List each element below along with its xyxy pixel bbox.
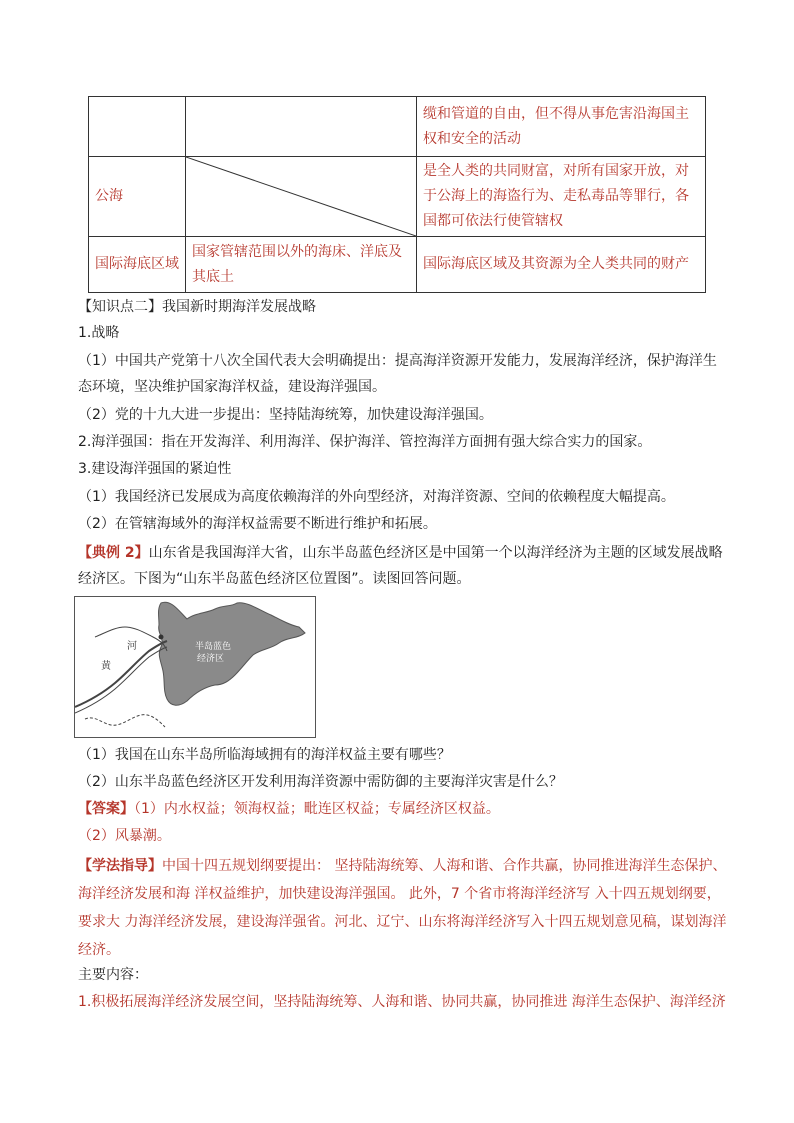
paragraph: （1）中国共产党第十八次全国代表大会明确提出：提高海洋资源开发能力，发展海洋经济，保护海洋生态环境，坚决维护国家海洋权益，建设海洋强国。 (78, 353, 717, 395)
zone-name-cell (89, 97, 186, 157)
example-intro (78, 540, 728, 592)
example-label: 【典例 2】 (78, 545, 149, 561)
paragraph: （2）党的十九大进一步提出：坚持陆海统筹，加快建设海洋强国。 (78, 407, 493, 423)
paragraph: （2）在管辖海域外的海洋权益需要不断进行维护和拓展。 (78, 516, 437, 532)
heading-urgency: 3.建设海洋强国的紧迫性 (78, 461, 232, 477)
heading-strategy: 1.战略 (78, 325, 120, 341)
table-row (89, 237, 706, 293)
answer (78, 798, 728, 820)
zone-range-cell-empty (186, 157, 417, 237)
map-figure (75, 597, 315, 737)
zone-label: 半岛蓝色 (195, 642, 232, 652)
zone-name-cell: 公海 (89, 157, 186, 237)
paragraph: （1）我国经济已发展成为高度依赖海洋的外向型经济，对海洋资源、空间的依赖程度大幅提高。 (78, 489, 675, 505)
study-guide (78, 852, 728, 964)
table-row (89, 97, 706, 157)
zone-range-cell (186, 97, 417, 157)
maritime-zones-table (88, 96, 706, 293)
question: （1）我国在山东半岛所临海域拥有的海洋权益主要有哪些？ (78, 747, 451, 763)
answer-text: （2）风暴潮。 (78, 828, 171, 844)
guide-text: 中国十四五规划纲要提出： 坚持陆海统筹、人海和谐、合作共赢，协同推进海洋生态保护、海洋经济发展和海 洋权益维护，加快建设海洋强国。 此外，7 个省市将海洋经济写 入十四五规划纲要，要求大 力海洋经济发展，建设海洋强省。河北、辽宁、山东将海洋经济写入十四五规划意见稿，谋划海洋经济。 (78, 858, 727, 958)
river-label: 黄 (101, 661, 111, 672)
diagonal-line (186, 157, 416, 236)
guide-label: 【学法指导】 (78, 858, 162, 874)
zone-name-cell: 国际海底区域 (89, 237, 186, 293)
section-title: 【知识点二】我国新时期海洋发展战略 (78, 299, 316, 315)
shandong-map (74, 596, 316, 738)
table-row (89, 157, 706, 237)
main-content-title: 主要内容： (78, 967, 148, 983)
question: （2）山东半岛蓝色经济区开发利用海洋资源中需防御的主要海洋灾害是什么？ (78, 774, 563, 790)
answer-label: 【答案】 (78, 801, 134, 817)
zone-label: 经济区 (197, 654, 225, 664)
river-label: 河 (127, 641, 137, 652)
zone-range-cell: 国家管辖范围以外的海床、洋底及其底土 (186, 237, 417, 293)
example-text: 山东省是我国海洋大省，山东半岛蓝色经济区是中国第一个以海洋经济为主题的区域发展战略经济区。下图为“山东半岛蓝色经济区位置图”。读图回答问题。 (78, 545, 723, 587)
answer-text: （1）内水权益；领海权益；毗连区权益；专属经济区权益。 (134, 801, 500, 817)
content-item: 1.积极拓展海洋经济发展空间，坚持陆海统筹、人海和谐、协同共赢，协同推进 海洋生态保护、海洋经济 (78, 994, 726, 1010)
zone-rights-cell: 国际海底区域及其资源为全人类共同的财产 (417, 237, 706, 293)
city-dot (159, 635, 164, 640)
heading-maritime-power: 2.海洋强国：指在开发海洋、利用海洋、保护海洋、管控海洋方面拥有强大综合实力的国家。 (78, 434, 652, 450)
zone-rights-cell: 是全人类的共同财富，对所有国家开放，对于公海上的海盗行为、走私毒品等罪行，各国都可依法行使管辖权 (417, 157, 706, 237)
zone-rights-cell: 缆和管道的自由，但不得从事危害沿海国主权和安全的活动 (417, 97, 706, 157)
